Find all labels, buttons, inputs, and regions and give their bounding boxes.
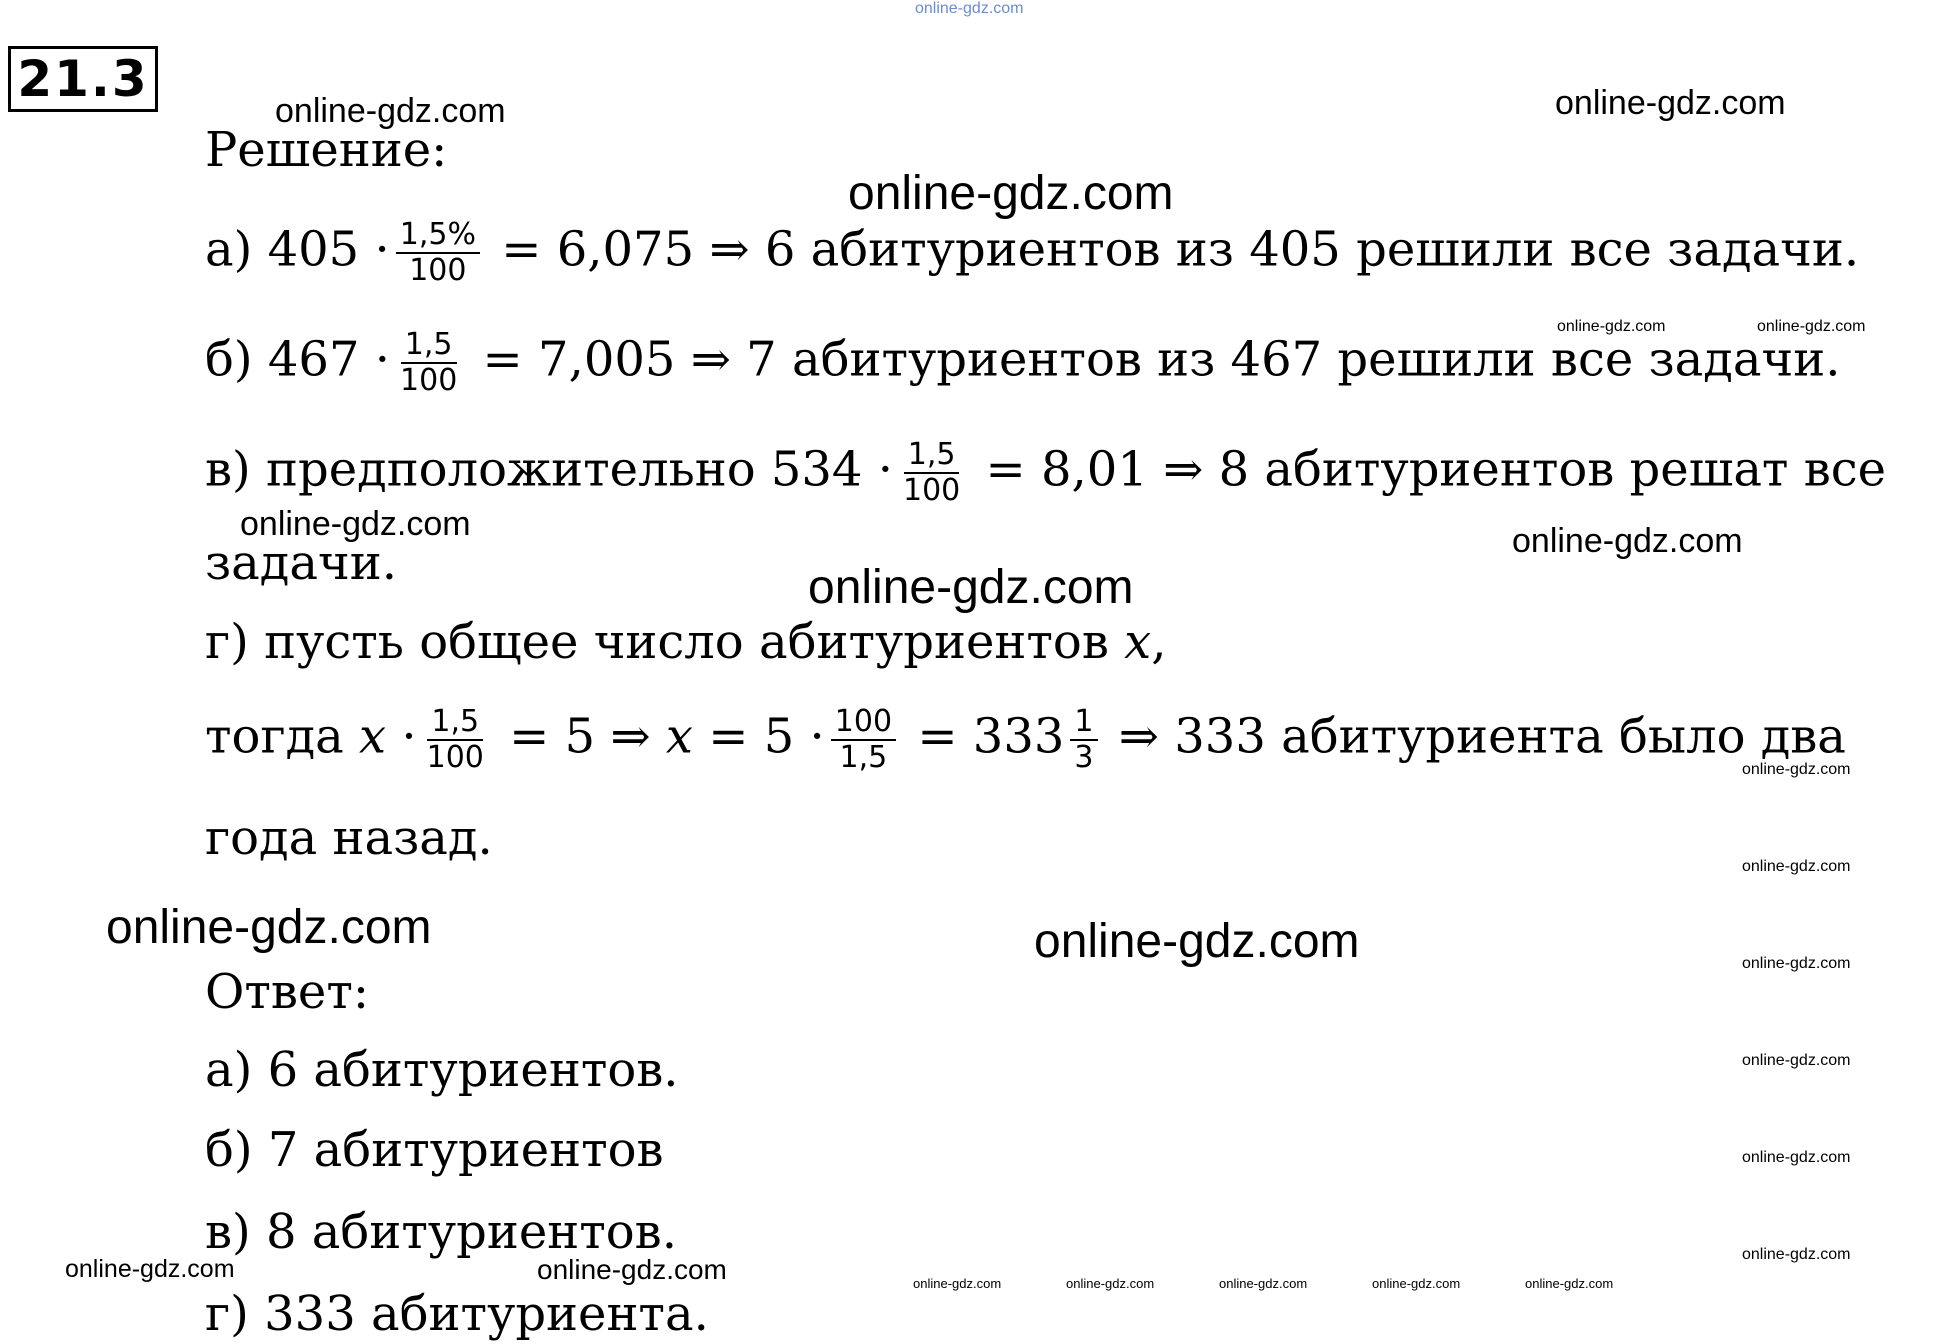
- solution-line-b: [205, 328, 1840, 398]
- fraction-denominator: 3: [1074, 740, 1094, 775]
- fraction-numerator: 1,5: [427, 705, 483, 741]
- line-v-prefix: в) предположительно 534 ·: [205, 441, 893, 498]
- variable-x: x: [665, 708, 693, 765]
- answer-item: в) 8 абитуриентов.: [205, 1204, 677, 1260]
- watermark: online-gdz.com: [1742, 858, 1851, 875]
- line-b-prefix: б) 467 ·: [205, 331, 391, 388]
- watermark: online-gdz.com: [1757, 318, 1866, 335]
- fraction: [899, 438, 964, 508]
- fraction-denominator: 100: [426, 740, 484, 775]
- watermark: online-gdz.com: [1525, 1276, 1614, 1291]
- solution-line-g1: [205, 612, 1166, 672]
- watermark: online-gdz.com: [1512, 522, 1743, 560]
- fraction: [396, 218, 480, 288]
- watermark: online-gdz.com: [808, 561, 1134, 614]
- line-a-suffix: = 6,075 ⇒ 6 абитуриентов из 405 решили все задачи.: [501, 221, 1860, 278]
- fraction-numerator: 1,5: [904, 438, 960, 474]
- fraction: [423, 705, 488, 775]
- solution-line-g2: [205, 705, 1846, 775]
- fraction: [1070, 705, 1097, 775]
- solution-line-v-continuation: задачи.: [205, 535, 397, 591]
- solution-line-v: [205, 438, 1886, 508]
- fraction: [396, 328, 461, 398]
- watermark: online-gdz.com: [240, 505, 471, 543]
- line-g2-start: тогда: [205, 708, 360, 765]
- answer-item: г) 333 абитуриента.: [205, 1286, 709, 1342]
- fraction: [831, 705, 896, 775]
- fraction-denominator: 100: [409, 253, 467, 288]
- equation-tail: ⇒ 333 абитуриента было два: [1118, 708, 1846, 765]
- watermark: online-gdz.com: [1219, 1276, 1308, 1291]
- equation-part: = 333: [917, 708, 1065, 765]
- watermark: online-gdz.com: [848, 167, 1174, 220]
- answer-item: а) 6 абитуриентов.: [205, 1042, 679, 1098]
- watermark: online-gdz.com: [1066, 1276, 1155, 1291]
- line-a-prefix: а) 405 ·: [205, 221, 390, 278]
- equation-part: = 5 ·: [692, 708, 825, 765]
- variable-x: x: [359, 708, 387, 765]
- watermark: online-gdz.com: [1555, 84, 1786, 122]
- watermark: online-gdz.com: [275, 92, 506, 130]
- line-g1-text: г) пусть общее число абитуриентов: [205, 614, 1125, 670]
- line-g1-end: ,: [1151, 614, 1167, 670]
- dot-operator: ·: [386, 708, 417, 765]
- fraction-numerator: 1,5: [401, 328, 457, 364]
- line-b-suffix: = 7,005 ⇒ 7 абитуриентов из 467 решили все задачи.: [482, 331, 1841, 388]
- solution-line-g-continuation: года назад.: [205, 810, 493, 866]
- answer-heading: Ответ:: [205, 964, 370, 1020]
- watermark: online-gdz.com: [1034, 915, 1360, 968]
- line-v-suffix: = 8,01 ⇒ 8 абитуриентов решат все: [985, 441, 1887, 498]
- watermark: online-gdz.com: [537, 1254, 727, 1285]
- solution-heading: Решение:: [205, 122, 448, 178]
- watermark: online-gdz.com: [65, 1255, 235, 1283]
- watermark: online-gdz.com: [1742, 955, 1851, 972]
- watermark: online-gdz.com: [913, 1276, 1002, 1291]
- answer-item: б) 7 абитуриентов: [205, 1122, 664, 1178]
- equation-part: = 5 ⇒: [509, 708, 666, 765]
- fraction-numerator: 1: [1070, 705, 1097, 741]
- fraction-denominator: 100: [902, 473, 961, 508]
- fraction-numerator: 100: [831, 705, 896, 741]
- problem-number: 21.3: [8, 46, 158, 112]
- watermark: online-gdz.com: [106, 901, 432, 954]
- watermark: online-gdz.com: [915, 0, 1024, 17]
- watermark: online-gdz.com: [1557, 318, 1666, 335]
- variable-x: x: [1124, 614, 1152, 670]
- fraction-numerator: 1,5%: [396, 218, 480, 254]
- watermark: online-gdz.com: [1372, 1276, 1461, 1291]
- watermark: online-gdz.com: [1742, 761, 1851, 778]
- fraction-denominator: 1,5: [839, 740, 888, 775]
- watermark: online-gdz.com: [1742, 1149, 1851, 1166]
- solution-line-a: [205, 218, 1859, 288]
- watermark: online-gdz.com: [1742, 1052, 1851, 1069]
- fraction-denominator: 100: [400, 363, 458, 398]
- watermark: online-gdz.com: [1742, 1246, 1851, 1263]
